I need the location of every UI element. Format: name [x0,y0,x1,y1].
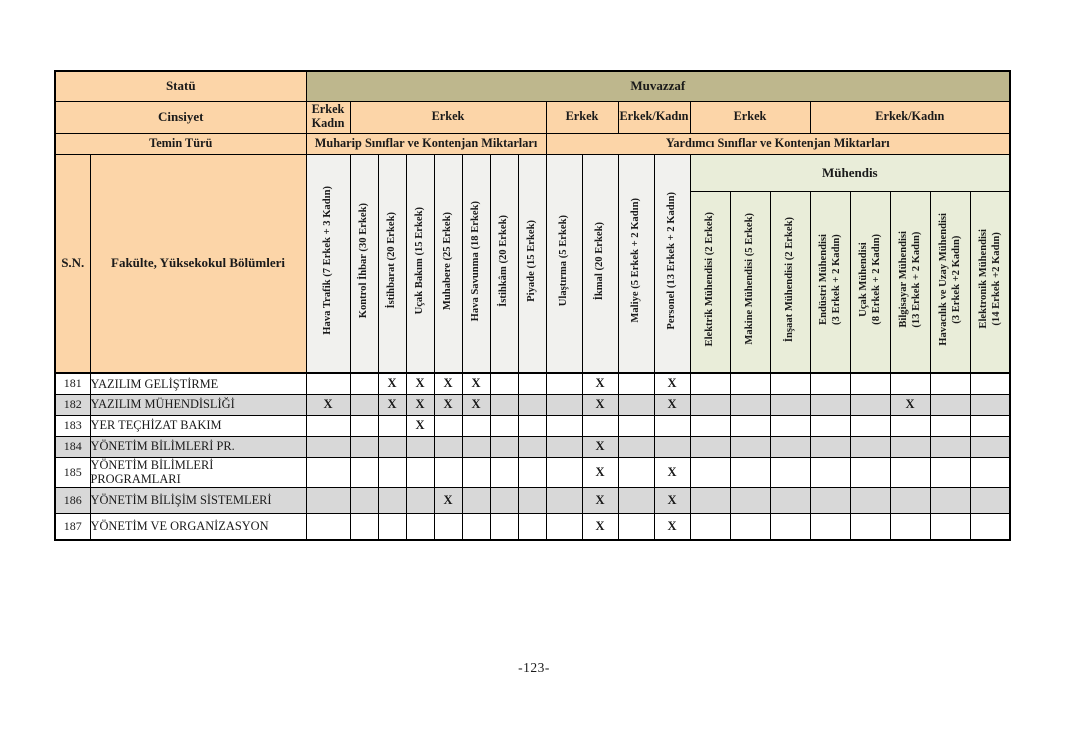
quota-mark-cell: X [654,513,690,540]
quota-empty-cell [730,436,770,457]
gender-cell-5: Erkek [690,101,810,133]
quota-empty-cell [434,415,462,436]
quota-mark-cell: X [462,373,490,394]
header-row-columns [55,154,1010,191]
quota-empty-cell [810,513,850,540]
page-number: -123- [518,660,550,675]
column-header-label: Bilgisayar Mühendisi (13 Erkek + 2 Kadın) [897,230,922,328]
quota-empty-cell [406,436,434,457]
quota-empty-cell [930,436,970,457]
column-header-label: Uçak Bakım (15 Erkek) [414,207,426,315]
gender-cell-4: Erkek/Kadın [618,101,690,133]
quota-empty-cell [810,457,850,487]
quota-empty-cell [890,436,930,457]
quota-empty-cell [890,373,930,394]
quota-empty-cell [810,415,850,436]
quota-empty-cell [770,436,810,457]
quota-mark-cell: X [582,394,618,415]
quota-mark-cell: X [654,373,690,394]
column-header-label: Uçak Mühendisi (8 Erkek + 2 Kadın) [857,233,882,325]
quota-empty-cell [378,513,406,540]
column-header-label: Kontrol İhbar (30 Erkek) [358,203,370,319]
quota-empty-cell [546,436,582,457]
quota-empty-cell [350,457,378,487]
column-header-label: Maliye (5 Erkek + 2 Kadın) [630,198,642,324]
quota-empty-cell [690,415,730,436]
row-serial-number: 187 [55,513,90,540]
quota-empty-cell [490,373,518,394]
quota-empty-cell [518,415,546,436]
quota-empty-cell [618,415,654,436]
quota-empty-cell [406,487,434,513]
quota-empty-cell [350,373,378,394]
row-serial-number: 186 [55,487,90,513]
quota-empty-cell [406,513,434,540]
quota-empty-cell [434,457,462,487]
quota-empty-cell [546,487,582,513]
quota-mark-cell: X [582,513,618,540]
table-row-185 [55,457,1010,487]
quota-empty-cell [518,394,546,415]
quota-empty-cell [690,513,730,540]
quota-empty-cell [770,415,810,436]
column-header-label: Endüstri Mühendisi (3 Erkek + 2 Kadın) [817,233,842,325]
quota-empty-cell [890,513,930,540]
table-header [55,71,1010,373]
gender-cell-2: Erkek [350,101,546,133]
quota-empty-cell [582,415,618,436]
quota-empty-cell [350,487,378,513]
quota-empty-cell [306,415,350,436]
quota-empty-cell [930,457,970,487]
column-header-18 [890,191,930,373]
row-department-name: YÖNETİM BİLİŞİM SİSTEMLERİ [90,487,306,513]
table-row-181 [55,373,1010,394]
table-row-187 [55,513,1010,540]
column-header-1 [306,154,350,373]
quota-empty-cell [306,487,350,513]
row-serial-number: 185 [55,457,90,487]
quota-empty-cell [490,436,518,457]
quota-empty-cell [850,513,890,540]
quota-empty-cell [810,487,850,513]
quota-mark-cell: X [406,373,434,394]
column-header-20 [970,191,1010,373]
sn-header-cell: S.N. [55,154,90,373]
quota-empty-cell [730,415,770,436]
quota-empty-cell [462,487,490,513]
quota-empty-cell [730,373,770,394]
quota-empty-cell [690,457,730,487]
quota-empty-cell [350,394,378,415]
quota-empty-cell [546,394,582,415]
quota-empty-cell [462,415,490,436]
quota-empty-cell [850,394,890,415]
header-row-statu [55,71,1010,101]
quota-empty-cell [850,436,890,457]
column-header-label: Elektronik Mühendisi (14 Erkek +2 Kadın) [977,229,1002,330]
quota-empty-cell [770,373,810,394]
table-row-183 [55,415,1010,436]
fakulte-header-cell: Fakülte, Yüksekokul Bölümleri [90,154,306,373]
muhendis-group-cell: Mühendis [690,154,1010,191]
quota-empty-cell [434,436,462,457]
quota-empty-cell [618,513,654,540]
quota-mark-cell: X [654,394,690,415]
quota-empty-cell [546,373,582,394]
row-serial-number: 181 [55,373,90,394]
quota-empty-cell [350,415,378,436]
row-serial-number: 182 [55,394,90,415]
column-header-label: İstihkâm (20 Erkek) [498,214,510,307]
quota-empty-cell [546,457,582,487]
table-row-182 [55,394,1010,415]
quota-empty-cell [730,487,770,513]
column-header-6 [462,154,490,373]
column-header-label: Havacılık ve Uzay Mühendisi (3 Erkek +2 Kadın) [937,212,962,346]
quota-mark-cell: X [582,373,618,394]
column-header-12 [654,154,690,373]
quota-mark-cell: X [378,373,406,394]
column-header-label: Personel (13 Erkek + 2 Kadın) [666,191,678,330]
quota-empty-cell [350,436,378,457]
column-header-label: Piyade (15 Erkek) [526,219,538,302]
column-header-label: Muhabere (25 Erkek) [442,211,454,310]
gender-cell-1: Erkek Kadın [306,101,350,133]
quota-empty-cell [930,394,970,415]
column-header-11 [618,154,654,373]
quota-empty-cell [890,415,930,436]
row-department-name: YÖNETİM BİLİMLERİ PR. [90,436,306,457]
quota-empty-cell [618,457,654,487]
quota-empty-cell [462,457,490,487]
row-serial-number: 183 [55,415,90,436]
quota-empty-cell [970,513,1010,540]
column-header-label: Hava Savunma (18 Erkek) [470,200,482,321]
quota-empty-cell [970,415,1010,436]
quota-empty-cell [546,513,582,540]
quota-mark-cell: X [654,457,690,487]
quota-empty-cell [770,394,810,415]
row-department-name: YAZILIM GELİŞTİRME [90,373,306,394]
quota-empty-cell [730,457,770,487]
column-header-9 [546,154,582,373]
row-serial-number: 184 [55,436,90,457]
quota-mark-cell: X [582,436,618,457]
quota-empty-cell [770,457,810,487]
temin-label-cell: Temin Türü [55,133,306,154]
gender-cell-6: Erkek/Kadın [810,101,1010,133]
quota-mark-cell: X [434,487,462,513]
quota-empty-cell [850,415,890,436]
column-header-label: Elektrik Mühendisi (2 Erkek) [704,212,716,347]
quota-empty-cell [618,487,654,513]
quota-empty-cell [490,394,518,415]
quota-empty-cell [490,513,518,540]
quota-empty-cell [850,457,890,487]
quota-mark-cell: X [582,487,618,513]
quota-empty-cell [890,457,930,487]
row-department-name: YER TEÇHİZAT BAKIM [90,415,306,436]
quota-empty-cell [810,436,850,457]
quota-empty-cell [970,487,1010,513]
quota-empty-cell [490,457,518,487]
quota-mark-cell: X [378,394,406,415]
statu-label-cell: Statü [55,71,306,101]
quota-empty-cell [930,487,970,513]
quota-empty-cell [690,373,730,394]
quota-empty-cell [850,487,890,513]
quota-empty-cell [378,436,406,457]
muvazzaf-label-cell: Muvazzaf [306,71,1010,101]
column-header-7 [490,154,518,373]
quota-mark-cell: X [654,487,690,513]
header-row-cinsiyet [55,101,1010,133]
header-row-temin [55,133,1010,154]
quota-empty-cell [350,513,378,540]
quota-mark-cell: X [462,394,490,415]
quota-empty-cell [770,513,810,540]
row-department-name: YÖNETİM VE ORGANİZASYON [90,513,306,540]
column-header-2 [350,154,378,373]
column-header-17 [850,191,890,373]
quota-empty-cell [654,415,690,436]
column-header-label: Makine Mühendisi (5 Erkek) [744,213,756,346]
quota-empty-cell [654,436,690,457]
quota-empty-cell [518,513,546,540]
quota-empty-cell [490,415,518,436]
column-header-13 [690,191,730,373]
quota-empty-cell [306,373,350,394]
row-department-name: YÖNETİM BİLİMLERİ PROGRAMLARI [90,457,306,487]
quota-empty-cell [462,436,490,457]
quota-empty-cell [690,436,730,457]
column-header-4 [406,154,434,373]
quota-empty-cell [490,487,518,513]
quota-empty-cell [306,436,350,457]
row-department-name: YAZILIM MÜHENDİSLİĞİ [90,394,306,415]
quota-empty-cell [770,487,810,513]
column-header-label: İkmal (20 Erkek) [594,221,606,300]
yardimci-label-cell: Yardımcı Sınıflar ve Kontenjan Miktarları [546,133,1010,154]
quota-empty-cell [462,513,490,540]
quota-empty-cell [306,513,350,540]
quota-empty-cell [378,487,406,513]
quota-mark-cell: X [406,415,434,436]
quota-empty-cell [518,436,546,457]
quota-empty-cell [618,373,654,394]
quota-empty-cell [378,457,406,487]
gender-cell-3: Erkek [546,101,618,133]
table-body [55,373,1010,540]
quota-empty-cell [618,394,654,415]
muharip-label-cell: Muharip Sınıflar ve Kontenjan Miktarları [306,133,546,154]
quota-empty-cell [730,513,770,540]
quota-empty-cell [810,394,850,415]
column-header-label: Hava Trafik (7 Erkek + 3 Kadın) [322,186,334,336]
quota-empty-cell [306,457,350,487]
quota-empty-cell [690,394,730,415]
quota-empty-cell [406,457,434,487]
quota-empty-cell [378,415,406,436]
column-header-label: İstihbarat (20 Erkek) [386,212,398,310]
quota-mark-cell: X [406,394,434,415]
quota-empty-cell [810,373,850,394]
column-header-14 [730,191,770,373]
quota-empty-cell [850,373,890,394]
quota-empty-cell [930,373,970,394]
column-header-5 [434,154,462,373]
quota-empty-cell [434,513,462,540]
column-header-16 [810,191,850,373]
quota-table [54,70,1011,541]
quota-mark-cell: X [434,373,462,394]
table-row-186 [55,487,1010,513]
cinsiyet-label-cell: Cinsiyet [55,101,306,133]
column-header-19 [930,191,970,373]
quota-empty-cell [970,457,1010,487]
quota-empty-cell [690,487,730,513]
column-header-8 [518,154,546,373]
quota-empty-cell [518,457,546,487]
quota-empty-cell [970,373,1010,394]
quota-empty-cell [730,394,770,415]
column-header-label: İnşaat Mühendisi (2 Erkek) [784,216,796,342]
quota-mark-cell: X [890,394,930,415]
quota-empty-cell [970,394,1010,415]
quota-mark-cell: X [306,394,350,415]
quota-empty-cell [546,415,582,436]
quota-empty-cell [970,436,1010,457]
table-row-184 [55,436,1010,457]
quota-empty-cell [618,436,654,457]
quota-mark-cell: X [582,457,618,487]
column-header-3 [378,154,406,373]
quota-empty-cell [518,373,546,394]
quota-empty-cell [890,487,930,513]
column-header-10 [582,154,618,373]
quota-empty-cell [930,415,970,436]
quota-empty-cell [518,487,546,513]
column-header-label: Ulaştırma (5 Erkek) [558,215,570,307]
column-header-15 [770,191,810,373]
quota-empty-cell [930,513,970,540]
quota-mark-cell: X [434,394,462,415]
